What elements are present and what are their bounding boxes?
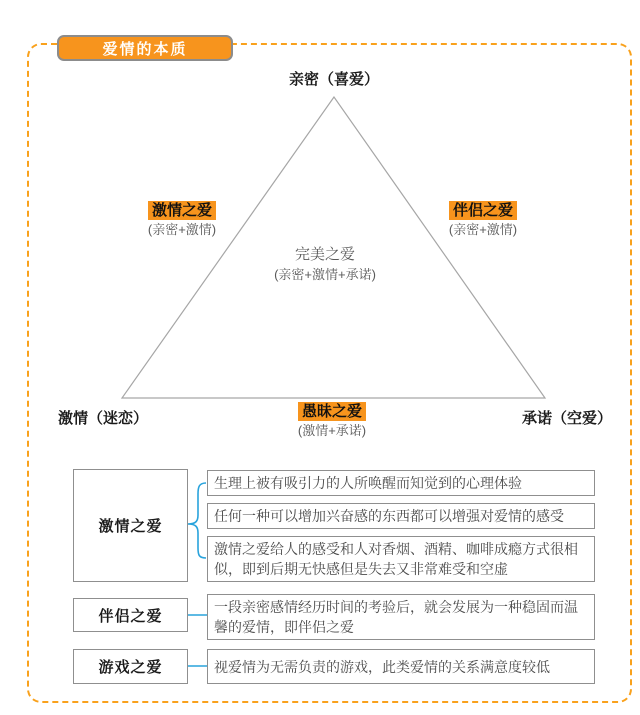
edge-bottom-group — [262, 402, 402, 439]
term-box-companionate-love — [73, 598, 188, 632]
term-label: 游戏之爱 — [98, 659, 163, 676]
edge-left-group — [112, 201, 252, 238]
desc-passionate-1: 生理上被有吸引力的人所唤醒而知觉到的心理体验 — [207, 470, 595, 496]
page-title-label: 爱情的本质 — [102, 40, 188, 58]
term-box-passionate-love — [73, 469, 188, 582]
center-name: 完美之爱 — [294, 246, 355, 263]
desc-companionate: 一段亲密感情经历时间的考验后，就会发展为一种稳固而温馨的爱情，即伴侣之爱 — [207, 594, 595, 640]
center-formula: (亲密+激情+承诺) — [274, 267, 376, 282]
desc-game: 视爱情为无需负责的游戏，此类爱情的关系满意度较低 — [207, 649, 595, 684]
edge-left-name: 激情之爱 — [148, 201, 216, 220]
edge-bottom-formula: (激情+承诺) — [297, 423, 367, 438]
center-group — [245, 246, 405, 283]
term-label: 伴侣之爱 — [98, 607, 163, 625]
term-label: 激情之爱 — [98, 518, 163, 535]
edge-right-formula: (亲密+激情) — [448, 222, 518, 237]
desc-passionate-2: 任何一种可以增加兴奋感的东西都可以增强对爱情的感受 — [207, 503, 595, 529]
brace-connector — [188, 483, 206, 558]
vertex-bottom-right-label: 承诺（空爱） — [521, 410, 612, 427]
edge-bottom-name: 愚昧之爱 — [298, 402, 366, 421]
desc-passionate-3: 激情之爱给人的感受和人对香烟、酒精、咖啡成瘾方式很相似，即到后期无快感但是失去又非常难受和空虚 — [207, 536, 595, 582]
edge-right-name: 伴侣之爱 — [449, 201, 517, 220]
term-box-game-love — [73, 649, 188, 684]
edge-right-group — [413, 201, 553, 238]
edge-left-formula: (亲密+激情) — [147, 222, 217, 237]
vertex-bottom-left-label: 激情（迷恋） — [58, 410, 149, 427]
vertex-top-label: 亲密（喜爱） — [288, 71, 379, 88]
